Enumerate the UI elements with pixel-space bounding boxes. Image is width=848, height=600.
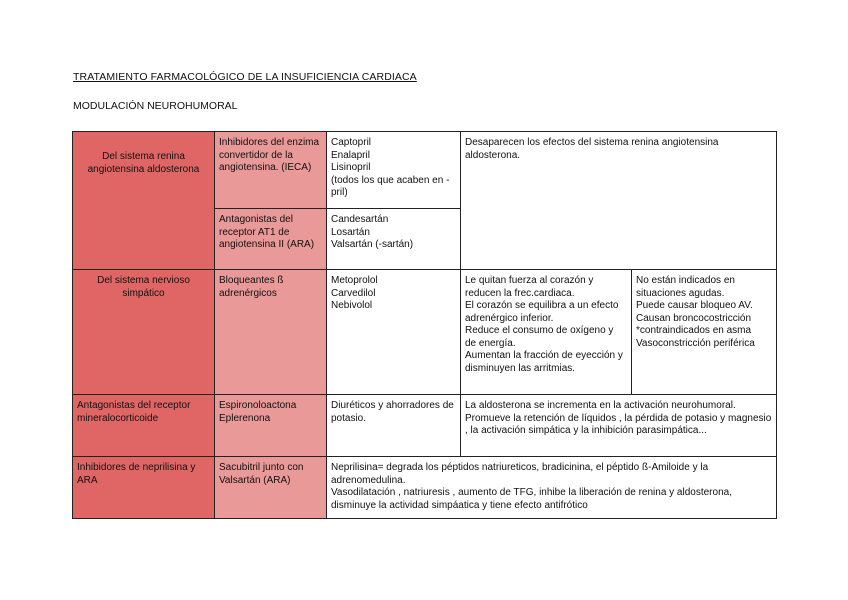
system-label: Inhibidores de neprilisina y ARA: [77, 462, 196, 486]
group-label: Bloqueantes ß adrenérgicos: [219, 275, 284, 299]
drug-name: Metoprolol: [331, 275, 378, 286]
system-label: Del sistema nervioso simpático: [97, 275, 190, 299]
effect-text: Le quitan fuerza al corazón y reducen la frec.cardiaca.: [465, 275, 594, 299]
table-row: [73, 270, 777, 395]
effect-cell-sympathetic: [461, 270, 632, 395]
effect-text: Reduce el consumo de oxígeno y de energía.: [465, 325, 614, 349]
group-cell-sacubitril: [215, 457, 327, 519]
note-text: Causan broncocostricción *contraindicados en asma: [636, 312, 752, 336]
treatment-table: [72, 131, 777, 519]
group-cell-aldosterone-antagonists: [215, 395, 327, 457]
table-row: [73, 395, 777, 457]
system-cell-sympathetic: [73, 270, 215, 395]
drug-name: Nebivolol: [331, 300, 373, 311]
drugs-cell-mineralocorticoid: [327, 395, 461, 457]
effect-text: El corazón se equilibra a un efecto adrenérgico inferior.: [465, 300, 619, 324]
drug-name: Carvedilol: [331, 287, 376, 299]
drug-name: Valsartán (-sartán): [331, 239, 414, 250]
effect-cell-neprilysin: [327, 457, 777, 519]
drugs-cell-ieca: [327, 132, 461, 209]
system-label: Antagonistas del receptor mineralocorticoide: [77, 400, 191, 424]
group-cell-ieca: [215, 132, 327, 209]
drug-name: Enalapril: [331, 149, 370, 161]
group-label: Sacubitril junto con Valsartán (ARA): [219, 462, 304, 486]
drug-name: Lisinopril: [331, 162, 371, 173]
drug-name: Candesartán: [331, 214, 389, 225]
effect-text: Vasodilatación , natriuresis , aumento de TFG, inhibe la liberación de renina y aldosterona, disminuye la actividad simpáatica y tiene efecto antifrótico: [331, 487, 732, 511]
drug-name: Diuréticos y ahorradores de potasio.: [331, 400, 454, 424]
system-label: Del sistema renina angiotensina aldosterona: [87, 151, 200, 175]
system-cell-mineralocorticoid: [73, 395, 215, 457]
group-label: Espironoloactona Eplerenona: [219, 400, 297, 424]
drug-name: Losartán: [331, 226, 370, 238]
drug-name: Captopril: [331, 137, 372, 148]
group-label: Inhibidores del enzima convertidor de la angiotensina. (IECA): [219, 137, 320, 173]
effect-text: Desaparecen los efectos del sistema renina angiotensina aldosterona.: [465, 137, 719, 161]
system-cell-neprilysin: [73, 457, 215, 519]
system-cell-raa: [73, 132, 215, 270]
table-row: [73, 132, 777, 209]
effect-text: Neprilisina= degrada los péptidos natriureticos, bradicinina, el péptido ß-Amiloide y la adrenomedulina.: [331, 462, 709, 486]
drug-note: (todos los que acaben en -pril): [331, 174, 450, 198]
note-text: Puede causar bloqueo AV.: [636, 300, 753, 311]
note-text: Vasoconstricción periférica: [636, 337, 755, 349]
group-cell-ara: [215, 209, 327, 270]
notes-cell-sympathetic: [632, 270, 777, 395]
effect-cell-mineralocorticoid: [461, 395, 777, 457]
effect-cell-raa: [461, 132, 777, 270]
note-text: No están indicados en situaciones agudas.: [636, 275, 735, 299]
effect-text: La aldosterona se incrementa en la activación neurohumoral.: [465, 400, 736, 411]
group-label: Antagonistas del receptor AT1 de angiotensina II (ARA): [219, 214, 315, 250]
effect-text: Aumentan la fracción de eyección y disminuyen las arritmias.: [465, 350, 623, 374]
document-subtitle: MODULACIÓN NEUROHUMORAL: [73, 100, 238, 112]
drugs-cell-beta-blockers: [327, 270, 461, 395]
document-title: TRATAMIENTO FARMACOLÓGICO DE LA INSUFICIENCIA CARDIACA: [73, 71, 417, 83]
table-row: [73, 457, 777, 519]
effect-text: Promueve la retención de líquidos , la pérdida de potasio y magnesio , la activación simpática y la inhibición parasimpática...: [465, 412, 772, 436]
drugs-cell-ara: [327, 209, 461, 270]
group-cell-beta-blockers: [215, 270, 327, 395]
